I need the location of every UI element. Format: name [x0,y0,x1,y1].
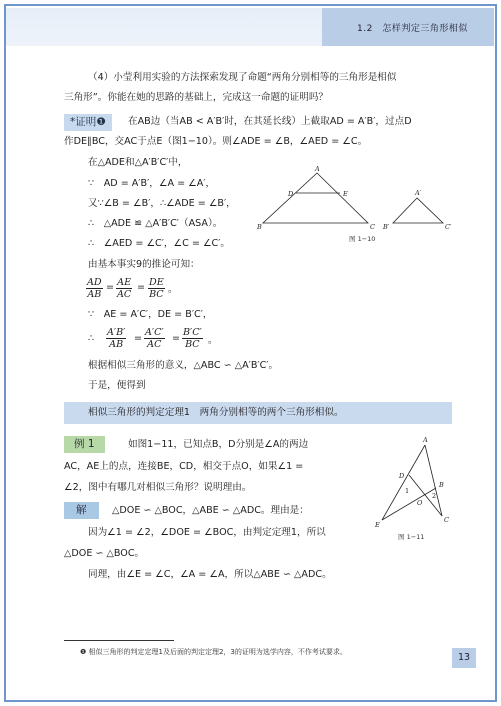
proof-line-1: 在AB边（当AB < A′B′时，在其延长线）上截取AD = A′B′，过点D [128,116,412,127]
solution-line-2: 因为∠1 = ∠2，∠DOE = ∠BOC，由判定定理1，所以 [88,527,326,538]
label-a-prime: A′ [415,189,422,197]
fraction-b1c1-bc: $\frac{B'C'}{BC}$ [183,327,202,350]
label-c-prime: C′ [445,223,452,231]
angle-1-label: 1 [405,487,410,495]
label-b-prime: B′ [383,223,390,231]
triangle-abc [263,173,368,223]
fraction-a1c1-ac: $\frac{A'C'}{AC}$ [145,327,164,350]
proof-line-3: 在△ADE和△A′B′C′中， [88,157,188,168]
label-d: D [288,190,294,198]
footnote: ❶ 相似三角形的判定定理1及后面的判定定理2，3的证明为选学内容，不作考试要求。 [80,648,347,656]
label-e: E [343,190,348,198]
label-o: O [417,499,423,507]
label-b: B [439,481,444,489]
example-line-3: ∠2，图中有哪几对相似三角形？说明理由。 [64,482,252,493]
fraction-row-end: 。 [208,335,218,346]
footnote-rule [64,640,174,641]
equals-sign: = [172,333,181,344]
proof-line-7: ∴ ∠AED = ∠C′，∠C = ∠C′。 [88,238,231,249]
label-c: C [444,516,449,524]
example-line-2: AC，AE上的点，连接BE，CD，相交于点O，如果∠1 = [64,461,304,472]
figure-1-11 [375,435,465,535]
figure-1-10-caption: 图 1−10 [349,235,376,243]
proof-line-2: 作DE∥BC，交AC于点E（图1−10）。则∠ADE = ∠B，∠AED = ∠C。 [64,136,368,147]
figure-1-11-caption: 图 1−11 [398,533,425,541]
therefore-symbol: ∴ [88,333,95,344]
equals-sign: = [137,282,146,293]
label-a: A [423,436,428,444]
intro-line-2: 三角形”。你能在她的思路的基础上，完成这一命题的证明吗？ [64,92,329,103]
proof-line-10: 根据相似三角形的意义，△ABC ∽ △A′B′C′。 [88,360,279,371]
proof-line-6: ∴ △ADE ≌ △A′B′C′（ASA）。 [88,218,223,229]
equals-sign: = [134,333,143,344]
solution-line-4: 同理，由∠E = ∠C，∠A = ∠A，所以△ABE ∽ △ADC。 [88,569,332,580]
fraction-ae-ac: $\frac{AE}{AC}$ [117,277,132,300]
proof-line-5: 又∵∠B = ∠B′，∴∠ADE = ∠B′， [88,198,236,209]
fraction-ad-ab: $\frac{AD}{AB}$ [87,277,102,300]
label-a: A [315,165,320,173]
proof-label: *证明❶ [64,114,112,131]
page-border [4,4,497,702]
triangle-a1b1c1 [393,198,443,223]
proof-line-9: ∵ AE = A′C′，DE = B′C′， [88,309,213,320]
solution-line-1: △DOE ∽ △BOC，△ABE ∽ △ADC。理由是： [112,505,309,516]
solution-label: 解 [64,502,99,519]
proof-line-4: ∵ AD = A′B′，∠A = ∠A′， [88,178,216,189]
fraction-a1b1-ab: $\frac{A'B'}{AB}$ [107,327,126,350]
solution-line-3: △DOE ∽ △BOC。 [64,548,145,559]
segment-ae [382,445,425,520]
theorem-banner: 相似三角形的判定定理1 两角分别相等的两个三角形相似。 [64,402,452,424]
page-number: 13 [452,648,476,668]
example-label: 例 1 [64,436,105,453]
label-b: B [257,223,262,231]
label-d: D [399,472,405,480]
example-line-1: 如图1−11，已知点B，D分别是∠A的两边 [128,439,309,450]
equals-sign: = [106,282,115,293]
fraction-de-bc: $\frac{DE}{BC}$ [149,277,164,300]
label-e: E [375,521,380,529]
intro-line-1: （4）小莹利用实验的方法探索发现了命题“两角分别相等的三角形是相似 [88,72,397,83]
figure-1-10 [255,165,455,245]
angle-2-label: 2 [432,492,437,500]
section-title: 1.2 怎样判定三角形相似 [357,24,468,34]
proof-line-11: 于是，便得到 [88,380,146,391]
proof-line-8: 由基本事实9的推论可知： [88,259,200,270]
label-c: C [370,223,375,231]
fraction-row-end: 。 [168,284,178,295]
